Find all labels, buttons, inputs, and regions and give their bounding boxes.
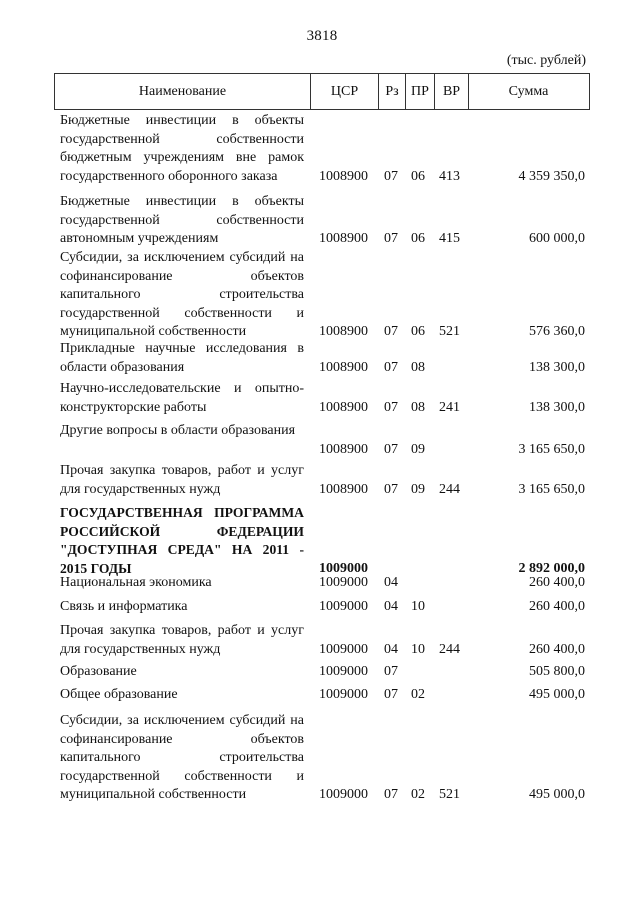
row-rz: 04	[384, 641, 398, 657]
row-rz: 04	[384, 599, 398, 614]
row-pr: 10	[411, 599, 425, 614]
row-sum: 495 000,0	[529, 787, 585, 802]
row-name: Субсидии, за исключением субсидий на софинансирование объектов капитального строительства государственной собственности и муниципальной собственности	[60, 250, 304, 339]
row-pr: 02	[411, 687, 425, 702]
header-csr: ЦСР	[310, 74, 378, 109]
row-sum: 3 165 650,0	[518, 481, 585, 497]
row-sum: 3 165 650,0	[518, 441, 585, 457]
row-name: Прикладные научные исследования в области образования	[60, 341, 304, 375]
row-vr: 415	[439, 231, 460, 246]
row-name: Общее образование	[60, 687, 178, 702]
row-name: Бюджетные инвестиции в объекты государственной собственности бюджетным учреждениям вне рамок государственного оборонного заказа	[60, 113, 304, 184]
page-number: 3818	[306, 28, 338, 44]
row-name: Национальная экономика	[60, 575, 212, 590]
row-vr: 521	[439, 324, 460, 339]
row-rz: 07	[384, 481, 398, 497]
row-rz: 07	[384, 664, 398, 679]
row-vr: 244	[439, 481, 460, 497]
row-rz: 07	[384, 687, 398, 702]
header-pr: ПР	[405, 74, 434, 109]
header-vr: ВР	[434, 74, 468, 109]
row-vr: 521	[439, 787, 460, 802]
row-sum: 138 300,0	[529, 399, 585, 415]
row-sum: 495 000,0	[529, 687, 585, 702]
row-name: Другие вопросы в области образования	[60, 423, 296, 438]
row-vr: 241	[439, 399, 460, 415]
row-rz: 04	[384, 575, 398, 590]
row-name: ГОСУДАРСТВЕННАЯ ПРОГРАММА РОССИЙСКОЙ ФЕДЕРАЦИИ "ДОСТУПНАЯ СРЕДА" НА 2011 - 2015 ГОДЫ	[60, 505, 304, 576]
row-csr: 1008900	[319, 324, 368, 339]
row-rz: 07	[384, 787, 398, 802]
row-csr: 1008900	[319, 231, 368, 246]
row-csr: 1008900	[319, 399, 368, 415]
table-header	[54, 73, 590, 110]
row-csr: 1009000	[319, 560, 368, 576]
header-name: Наименование	[138, 83, 227, 99]
row-pr: 06	[411, 324, 425, 339]
row-name: Научно-исследовательские и опытно-конструкторские работы	[60, 381, 304, 415]
row-sum: 260 400,0	[529, 641, 585, 657]
row-vr: 413	[439, 168, 460, 184]
row-pr: 06	[411, 231, 425, 246]
row-sum: 2 892 000,0	[518, 560, 585, 576]
row-csr: 1009000	[319, 599, 368, 614]
row-csr: 1008900	[319, 481, 368, 497]
row-pr: 06	[411, 168, 425, 184]
header-sum: Сумма	[468, 74, 588, 109]
row-pr: 09	[411, 481, 425, 497]
row-rz: 07	[384, 399, 398, 415]
row-name: Прочая закупка товаров, работ и услуг для государственных нужд	[60, 623, 304, 657]
row-rz: 07	[384, 324, 398, 339]
row-sum: 600 000,0	[529, 231, 585, 246]
row-rz: 07	[384, 441, 398, 457]
row-csr: 1009000	[319, 575, 368, 590]
row-name: Связь и информатика	[60, 599, 188, 614]
row-name: Прочая закупка товаров, работ и услуг для государственных нужд	[60, 463, 304, 497]
row-csr: 1009000	[319, 687, 368, 702]
row-pr: 08	[411, 399, 425, 415]
row-csr: 1009000	[319, 641, 368, 657]
header-rz: Рз	[378, 74, 405, 109]
row-vr: 244	[439, 641, 460, 657]
row-csr: 1009000	[319, 664, 368, 679]
row-pr: 10	[411, 641, 425, 657]
row-rz: 07	[384, 359, 398, 375]
row-rz: 07	[384, 231, 398, 246]
units-note: (тыс. рублей)	[506, 53, 586, 68]
row-pr: 02	[411, 787, 425, 802]
row-name: Субсидии, за исключением субсидий на софинансирование объектов капитального строительства государственной собственности и муниципальной собственности	[60, 713, 304, 802]
row-sum: 260 400,0	[529, 599, 585, 614]
row-csr: 1008900	[319, 359, 368, 375]
row-name: Образование	[60, 664, 137, 679]
row-pr: 08	[411, 359, 425, 375]
row-rz: 07	[384, 168, 398, 184]
row-sum: 138 300,0	[529, 359, 585, 375]
row-sum: 4 359 350,0	[518, 168, 585, 184]
row-sum: 505 800,0	[529, 664, 585, 679]
row-sum: 260 400,0	[529, 575, 585, 590]
row-sum: 576 360,0	[529, 324, 585, 339]
row-csr: 1009000	[319, 787, 368, 802]
row-csr: 1008900	[319, 168, 368, 184]
row-csr: 1008900	[319, 441, 368, 457]
row-name: Бюджетные инвестиции в объекты государственной собственности автономным учреждениям	[60, 194, 304, 246]
row-pr: 09	[411, 441, 425, 457]
